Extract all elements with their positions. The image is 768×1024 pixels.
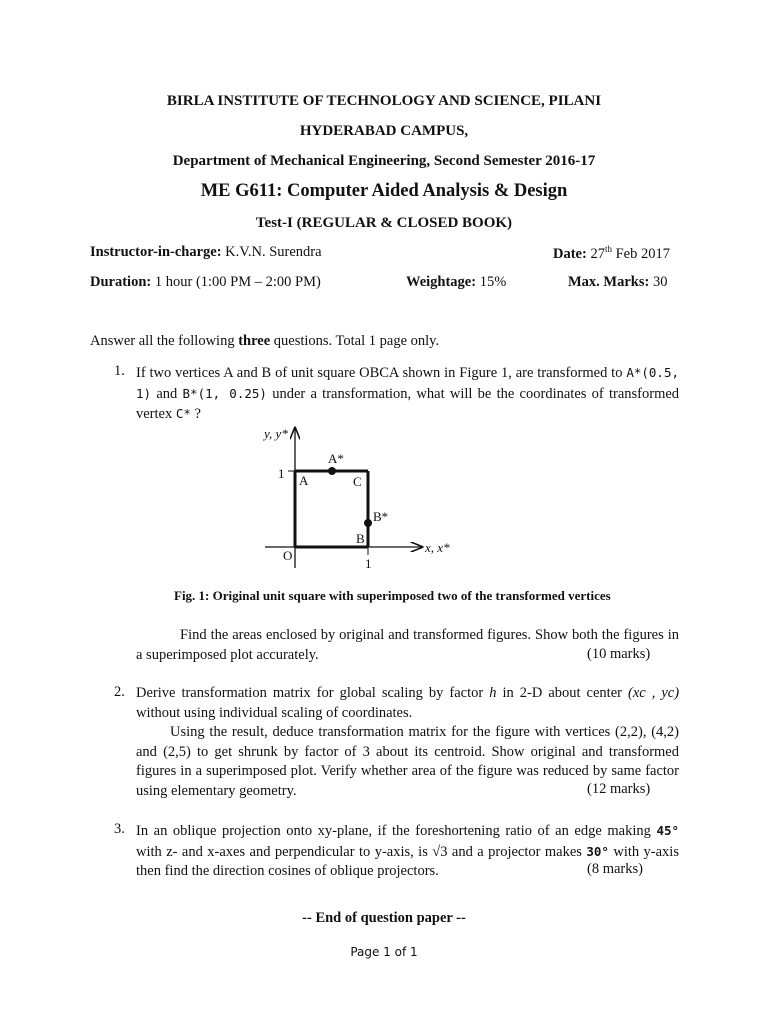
instructor-label: Instructor-in-charge:: [90, 244, 222, 260]
date-rest: Feb 2017: [615, 245, 670, 262]
instructions-bold: three: [238, 333, 271, 349]
test-title: Test-I (REGULAR & CLOSED BOOK): [255, 215, 513, 231]
label-o: O: [283, 548, 293, 563]
q2-marks: (12 marks): [587, 781, 651, 797]
q1-text2: under a transformation, what will be the coordinates of: [272, 385, 604, 402]
duration-line: [90, 274, 321, 291]
q2-text1: Derive transformation matrix for global scaling by factor: [136, 685, 484, 701]
campus-name: HYDERABAD CAMPUS,: [299, 123, 469, 139]
q2-text4: Using the result, deduce transformation matrix for the figure with vertices (2,2), (4,2) and (2,5) to get shrunk by factor of 3 about its centroid. Show original and transformed figures in a superimposed plot. Verify whether area of the figure was reduced by same factor using elementary geometry.: [136, 724, 679, 799]
q2-text3: without using individual scaling of coordinates.: [136, 704, 413, 721]
maxmarks-line: [568, 274, 667, 291]
q1-number: 1.: [114, 363, 125, 379]
instructor-line: [90, 244, 322, 261]
label-a-star: A*: [328, 451, 344, 466]
point-b-star: [364, 519, 372, 527]
q1-text: [136, 363, 679, 425]
q3-text2: with z- and x-axes and perpendicular to y-axis, is: [136, 843, 428, 860]
weightage-label: Weightage:: [406, 274, 477, 290]
q1-text4: ?: [194, 406, 201, 422]
q2-number: 2.: [114, 684, 125, 700]
maxmarks-value: 30: [652, 274, 668, 290]
department-line: Department of Mechanical Engineering, Second Semester 2016-17: [172, 153, 596, 169]
instructions-post: questions. Total 1 page only.: [273, 333, 440, 349]
end-of-paper: -- End of question paper --: [302, 910, 466, 926]
q3-sqrt: √3: [432, 843, 448, 860]
tick-y1: 1: [278, 466, 285, 481]
q1-a-star: A*(0.5, 1): [136, 365, 679, 401]
page-footer: Page 1 of 1: [350, 945, 418, 959]
label-a: A: [299, 473, 309, 488]
label-b-star: B*: [373, 509, 389, 524]
label-b: B: [356, 531, 365, 546]
weightage-line: [406, 274, 506, 291]
x-axis-label: x, x*: [425, 540, 450, 555]
instructions: [90, 333, 439, 350]
duration-label: Duration:: [90, 274, 152, 290]
q3-text3: and a projector makes: [451, 843, 582, 860]
date-day: 27: [590, 245, 605, 262]
instructions-pre: Answer all the following: [90, 333, 235, 349]
weightage-value: 15%: [479, 274, 507, 290]
q1-text3: transformed vertex: [136, 385, 680, 422]
date-line: [553, 244, 670, 263]
tick-x1: 1: [365, 556, 372, 571]
label-c: C: [353, 474, 362, 489]
instructor-name: K.V.N. Surendra: [225, 244, 322, 260]
q3-angle1: 45°: [656, 823, 680, 838]
q3-text4: with y-axis then find the direction cosines of oblique projectors.: [136, 843, 679, 879]
q2-text2: in 2-D about center: [502, 685, 622, 701]
point-a-star: [328, 467, 336, 475]
figure-caption: Fig. 1: Original unit square with superimposed two of the transformed vertices: [174, 588, 611, 603]
q1-c-star: C*: [175, 406, 191, 421]
date-sup: th: [604, 244, 612, 254]
figure-1: [0, 420, 768, 580]
q1-b-star: B*(1, 0.25): [182, 385, 267, 401]
q1-marks: (10 marks): [587, 646, 651, 662]
date-label: Date:: [553, 245, 587, 262]
q3-angle2: 30°: [586, 843, 609, 859]
y-axis-label: y, y*: [264, 426, 288, 441]
q3-marks: (8 marks): [587, 861, 643, 877]
q3-text1: In an oblique projection onto xy-plane, if the foreshortening ratio of an edge making: [136, 823, 651, 839]
q1-and: and: [156, 385, 178, 402]
duration-value: 1 hour (1:00 PM – 2:00 PM): [154, 274, 321, 290]
maxmarks-label: Max. Marks:: [568, 274, 650, 290]
q1-followup-text: Find the areas enclosed by original and transformed figures. Show both the figures in a superimposed plot accurately.: [136, 627, 679, 663]
q1-text1: If two vertices A and B of unit square OBCA shown in Figure 1, are transformed to: [136, 365, 623, 381]
course-title: ME G611: Computer Aided Analysis & Design: [200, 181, 568, 201]
q2-text: [136, 684, 679, 723]
q2-h: h: [489, 685, 497, 701]
institute-name: BIRLA INSTITUTE OF TECHNOLOGY AND SCIENCE, PILANI: [166, 93, 602, 109]
q2-center: (xc , yc): [627, 685, 680, 701]
q3-number: 3.: [114, 821, 125, 837]
